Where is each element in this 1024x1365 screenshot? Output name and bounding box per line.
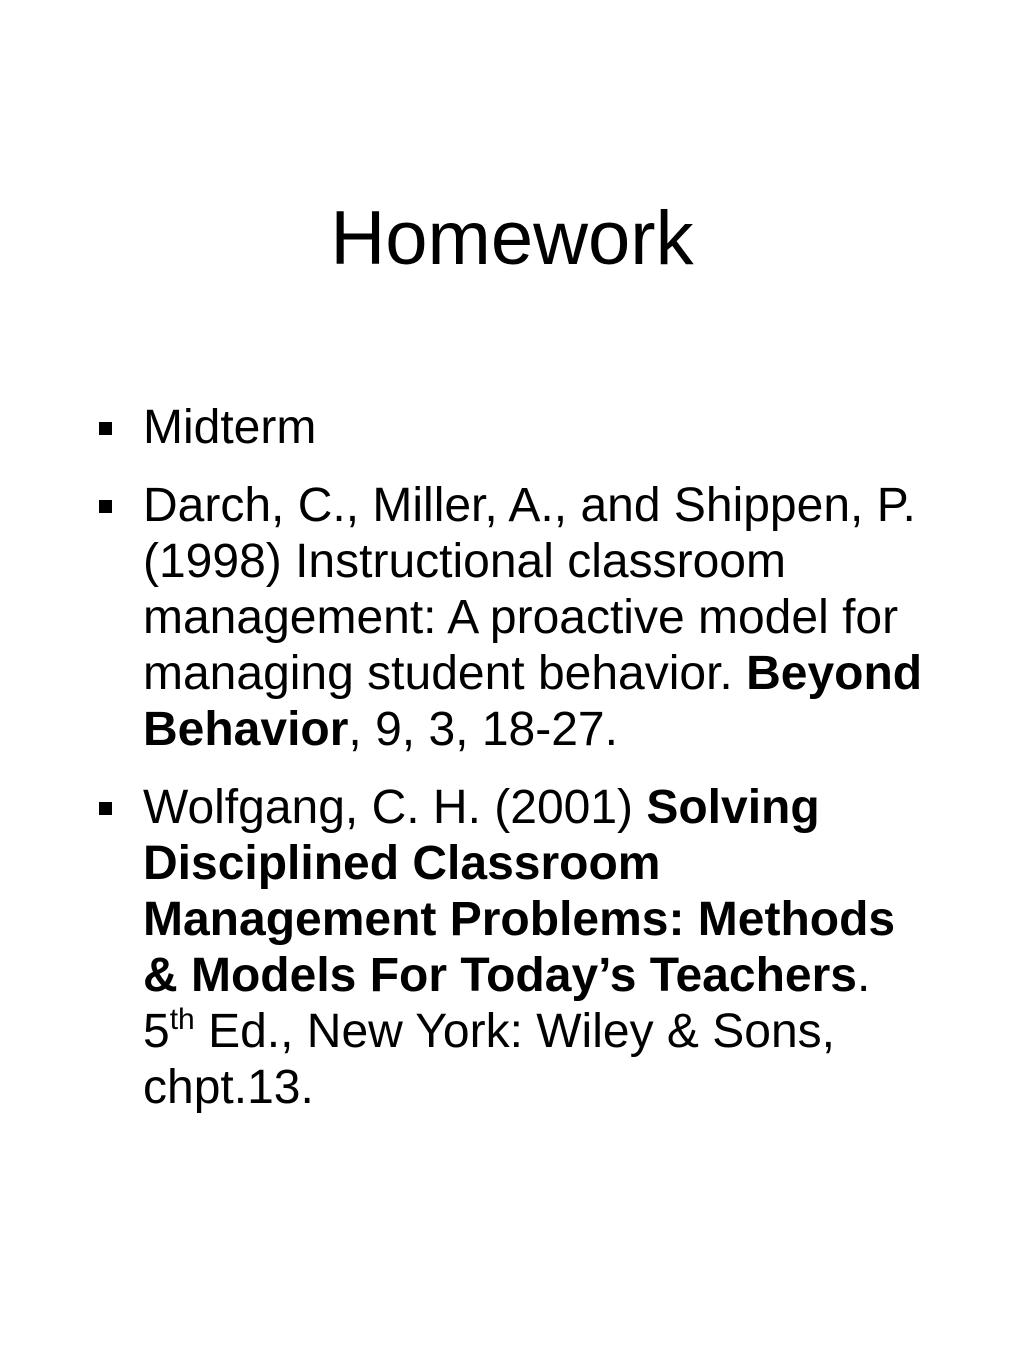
square-bullet-icon — [99, 422, 112, 435]
list-item-wolfgang-reference — [96, 780, 926, 1116]
list-item-darch-reference — [96, 478, 926, 758]
square-bullet-icon — [99, 500, 112, 513]
edition-superscript: th — [169, 1003, 195, 1036]
list-item-midterm — [96, 400, 926, 456]
reference-details: Ed., New York: Wiley & Sons, chpt.13. — [143, 1005, 835, 1114]
slide-title: Homework — [330, 196, 694, 281]
homework-list — [96, 400, 926, 1138]
reference-text: Darch, C., Miller, A., and Shippen, P. (1998) Instructional classroom management: A proactive model for managing student behavior. — [143, 479, 916, 700]
bullet-text: Midterm — [143, 401, 317, 454]
reference-details: , 9, 3, 18-27. — [348, 703, 618, 756]
square-bullet-icon — [99, 802, 112, 815]
reference-text-edition: . 5 — [143, 949, 871, 1058]
journal-title: Beyond Behavior — [143, 647, 923, 756]
book-title: Solving Disciplined Classroom Management Problems: Methods & Models For Today’s Teachers — [143, 781, 896, 1002]
reference-text: Wolfgang, C. H. (2001) — [143, 781, 647, 834]
